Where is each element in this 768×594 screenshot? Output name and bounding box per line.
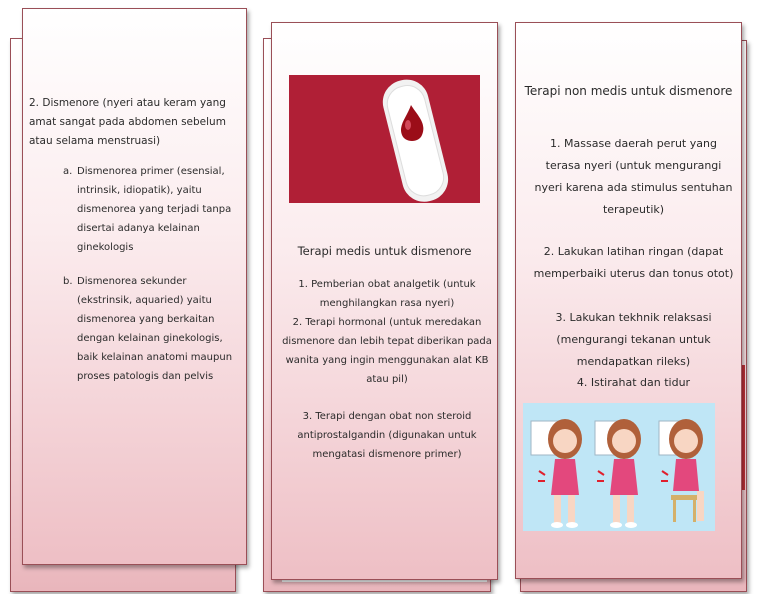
list-marker: a. — [63, 166, 73, 177]
list-item: 1. Pemberian obat analgetik (untuk menghilangkan rasa nyeri) — [298, 279, 476, 309]
list-item: 3. Terapi dengan obat non steroid antiprostalgandin (digunakan untuk mengatasi dismenore primer) — [297, 411, 477, 460]
list-item: 2. Lakukan latihan ringan (dapat memperbaiki uterus dan tonus otot) — [533, 245, 734, 280]
panel2-sheet — [271, 22, 498, 580]
nonmedical-therapy-title: Terapi non medis untuk dismenore — [524, 84, 733, 98]
list-item: 3. Lakukan tekhnik relaksasi (mengurangi tekanan untuk mendapatkan rileks) — [555, 311, 712, 368]
panel1-sheet — [22, 8, 247, 565]
list-item-primary — [63, 162, 238, 257]
list-marker: b. — [63, 276, 73, 287]
list-item: 1. Massase daerah perut yang terasa nyeri (untuk mengurangi nyeri karena ada stimulus sentuhan terapeutik) — [534, 137, 733, 216]
list-item-text: Dismenorea primer (esensial, intrinsik, idiopatik), yaitu dismenorea yang terjadi tanpa disertai adanya kelainan ginekologis — [77, 166, 232, 253]
list-item: 2. Terapi hormonal (untuk meredakan dismenore dan lebih tepat diberikan pada wanita yang ingin menggunakan alat KB atau pil) — [282, 317, 492, 385]
medical-therapy-title: Terapi medis untuk dismenore — [297, 244, 472, 258]
list-item-text: Dismenorea sekunder (ekstrinsik, aquaried) yaitu dismenorea yang berkaitan dengan kelainan ginekologis, baik kelainan anatomi maupun proses patologis dan pelvis — [77, 276, 233, 382]
panel3-sheet — [515, 22, 742, 579]
list-item-secondary — [63, 272, 238, 386]
list-item: 4. Istirahat dan tidur — [576, 376, 691, 389]
dysmenorrhea-definition: 2. Dismenore (nyeri atau keram yang amat sangat pada abdomen sebelum atau selama menstruasi) — [29, 97, 226, 147]
menstrual-cramp-illustration-icon — [523, 403, 715, 531]
sanitary-pad-photo-icon — [289, 75, 480, 203]
